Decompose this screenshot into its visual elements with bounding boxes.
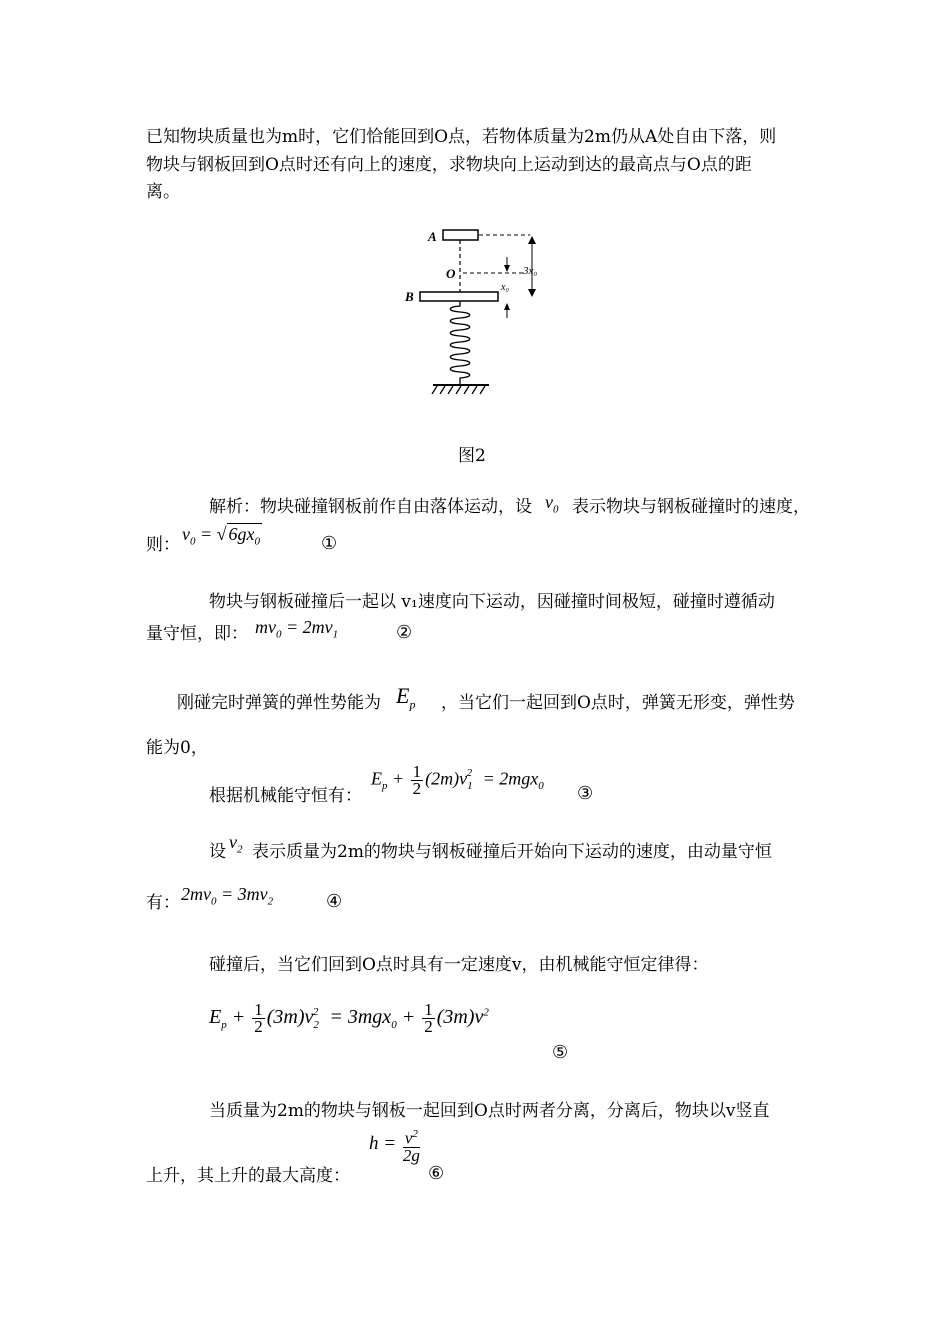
p2-text-b: 量守恒，即： (146, 624, 248, 644)
p3-text-a: 刚碰完时弹簧的弹性势能为 (177, 693, 381, 713)
figure-caption: 图2 (458, 446, 486, 466)
eq3-number: ③ (577, 783, 594, 804)
eq6-number: ⑥ (428, 1163, 445, 1184)
p2-text-a: 物块与钢板碰撞后一起以 v₁速度向下运动，因碰撞时间极短，碰撞时遵循动 (209, 592, 775, 612)
v0-symbol: $v_0$ (545, 492, 559, 516)
equation-3: $E_p$ + $\frac{1}{2}$ $(2m)v_1^2 = 2mgx_0$ (371, 762, 544, 798)
label-o: O (446, 266, 456, 281)
spring-coil (450, 301, 470, 385)
p5-text-b: 表示质量为2m的物块与钢板碰撞后开始向下运动的速度，由动量守恒 (252, 842, 772, 862)
plate-b (420, 292, 498, 301)
intro-line-1: 已知物块质量也为m时，它们恰能回到O点，若物体质量为2m仍从A处自由下落，则 (146, 127, 777, 147)
p5-text-c: 有： (146, 893, 180, 913)
eq4-number: ④ (326, 891, 343, 912)
p1-text-a: 解析：物块碰撞钢板前作自由落体运动，设 (209, 497, 532, 517)
p1-text-b: 表示物块与钢板碰撞时的速度， (572, 497, 810, 517)
p4-text: 根据机械能守恒有： (209, 786, 362, 806)
p6-text: 碰撞后，当它们回到O点时具有一定速度v，由机械能守恒定律得： (209, 955, 709, 975)
p7-text-a: 当质量为2m的物块与钢板一起回到O点时两者分离，分离后，物块以v竖直 (209, 1101, 770, 1121)
dim-x0: x₀ (501, 282, 509, 293)
label-a: A (428, 229, 437, 244)
equation-1: $v_0$ = √ $6gx_0$ (182, 524, 261, 548)
dim-3x0: 3x₀ (523, 265, 538, 277)
ep-symbol: $E_p$ (396, 683, 416, 712)
p3-text-c: 能为0， (146, 738, 208, 758)
p7-text-b: 上升，其上升的最大高度： (146, 1166, 350, 1186)
intro-line-3: 离。 (146, 182, 180, 202)
v2-symbol: $v_2$ (229, 832, 243, 856)
plate-a (443, 230, 478, 240)
equation-5: $E_p$ + $\frac{1}{2}$ $(3m)v_2^2 = 3mgx_0$ + $\frac{1}{2}$ $(3m)v^2$ (209, 1000, 489, 1036)
eq5-number: ⑤ (552, 1042, 569, 1063)
equation-2: $mv_0 = 2mv_1$ (255, 617, 339, 641)
equation-6: h = $\frac{v^2}{2g}$ (369, 1128, 420, 1165)
eq1-number: ① (321, 533, 338, 554)
label-b: B (405, 289, 414, 304)
eq2-number: ② (396, 622, 413, 643)
equation-4: $2mv_0 = 3mv_2$ (181, 884, 274, 908)
p3-text-b: ，当它们一起回到O点时，弹簧无形变，弹性势 (441, 693, 795, 713)
spring-figure (395, 222, 570, 402)
intro-line-2: 物块与钢板回到O点时还有向上的速度，求物块向上运动到达的最高点与O点的距 (146, 155, 752, 175)
p5-text-a: 设 (209, 842, 226, 862)
p1-text-c: 则： (146, 535, 180, 555)
